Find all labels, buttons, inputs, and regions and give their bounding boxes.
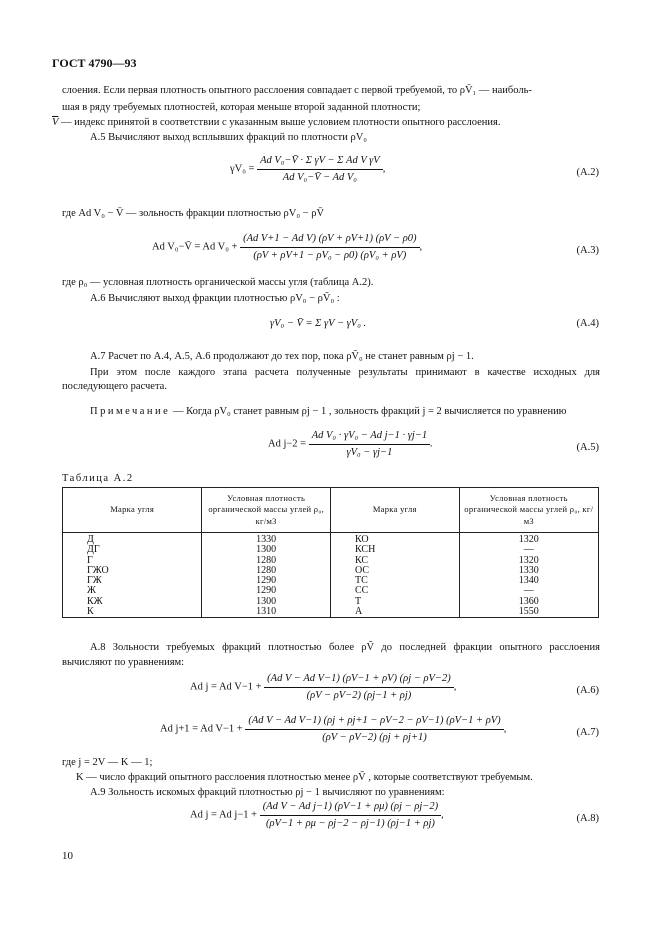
table-cell: СС: [330, 586, 459, 596]
equation-a5-label: (A.5): [576, 442, 599, 453]
table-cell: КС: [330, 556, 459, 566]
equation-a6-denominator: (ρV − ρV−2) (ρj−1 + ρj): [306, 689, 412, 701]
table-cell: 1550: [459, 607, 598, 618]
header-density-1: Условная плотность органической массы углей ρ₀, кг/м3: [202, 488, 331, 533]
table-cell: 1300: [202, 597, 331, 607]
equation-a6-label: (A.6): [576, 685, 599, 696]
table-cell: ОС: [330, 566, 459, 576]
table-cell: КЖ: [63, 597, 202, 607]
table-cell: ТС: [330, 576, 459, 586]
note-label: Примечание: [90, 406, 171, 417]
paragraph-density-series: шая в ряду требуемых плотностей, которая меньше второй заданной плотности;: [62, 102, 421, 113]
equation-a6: Ad j = Ad V−1 + $\frac{\text{(Ad V − Ad V−1) (ρV−1 + ρV) (ρj − ρV−2)}}{(\rho V - \rho V-2) (\rho j-1 + \rho j)}$ , (A.6): [190, 673, 599, 701]
equation-a8-denominator: (ρV−1 + ρμ − ρj−2 − ρj−1) (ρj−1 + ρj): [265, 817, 435, 829]
equation-a8-lhs: Ad j = Ad j−1 +: [190, 809, 258, 821]
table-row: [63, 533, 599, 546]
equation-a4-label: (A.4): [576, 318, 599, 329]
document-header: ГОСТ 4790—93: [52, 56, 137, 70]
clause-a7: А.7 Расчет по А.4, А.5, А.6 продолжают до тех пор, пока ρṼ₀ не станет равным ρj − 1.: [90, 351, 474, 362]
where-j-index: где j = 2V — K — 1;: [62, 757, 153, 768]
header-coal-grade-2: Марка угля: [330, 488, 459, 533]
equation-a6-lhs: Ad j = Ad V−1 +: [190, 681, 262, 693]
equation-a7-label: (A.7): [576, 727, 599, 738]
table-caption: Таблица А.2: [62, 473, 134, 484]
equation-a5: Ad j−2 = $\frac{\text{Ad V₀ · γV₀ − Ad j−1 · γj−1}}{\text{γV₀ − γj−1}}$ . (A.5): [268, 430, 599, 458]
table-cell: 1290: [202, 586, 331, 596]
table-cell: 1300: [202, 545, 331, 555]
where-ash-content: где Ad V₀ − V̄ — зольность фракции плотностью ρV₀ − ρV̄: [62, 208, 325, 219]
equation-a2: γV₀ = $\frac{\text{Ad V₀−V̄ · Σ γV − Σ Ad V γV}}{\text{Ad V₀−V̄ − Ad V₀}}$ , (A.2): [230, 155, 599, 183]
table-row: [63, 607, 599, 618]
table-cell: К: [63, 607, 202, 618]
equation-a7-denominator: (ρV − ρV−2) (ρj + ρj+1): [322, 731, 427, 743]
table-cell: 1320: [459, 556, 598, 566]
equation-a2-numerator: Ad V₀−V̄ · Σ γV − Σ Ad V γV: [257, 154, 383, 170]
table-cell: ГЖ: [63, 576, 202, 586]
table-cell: Д: [63, 533, 202, 546]
equation-a7: Ad j+1 = Ad V−1 + $\frac{\text{(Ad V − Ad V−1) (ρj + ρj+1 − ρV−2 − ρV−1) (ρV−1 + ρV)}}{(\rho V - \rho V-2) (\rho j + \rho j+1)}$ , (A.7): [160, 715, 599, 743]
table-cell: 1280: [202, 556, 331, 566]
header-coal-grade-1: Марка угля: [63, 488, 202, 533]
equation-a7-lhs: Ad j+1 = Ad V−1 +: [160, 723, 243, 735]
table-cell: КСН: [330, 545, 459, 555]
equation-a5-denominator: γV₀ − γj−1: [346, 446, 393, 458]
equation-a3-lhs: Ad V₀−V̄ = Ad V₀ +: [152, 241, 238, 253]
equation-a6-numerator: (Ad V − Ad V−1) (ρV−1 + ρV) (ρj − ρV−2): [264, 672, 454, 688]
header-density-2: Условная плотность органической массы углей ρ₀, кг/м3: [459, 488, 598, 533]
where-k-definition: K — число фракций опытного расслоения плотностью менее ρṼ , которые соответствуют требуемым.: [76, 772, 533, 783]
equation-a2-label: (A.2): [576, 167, 599, 178]
table-row: [63, 576, 599, 586]
note-text: — Когда ρV₀ станет равным ρj − 1 , зольность фракций j = 2 вычисляется по уравнению: [170, 406, 567, 417]
table-cell: 1290: [202, 576, 331, 586]
table-cell: 1280: [202, 566, 331, 576]
equation-a8-numerator: (Ad V − Ad j−1) (ρV−1 + ρμ) (ρj − ρj−2): [260, 800, 441, 816]
table-cell: А: [330, 607, 459, 618]
equation-a8-label: (A.8): [576, 813, 599, 824]
equation-a2-denominator: Ad V₀−V̄ − Ad V₀: [282, 171, 357, 183]
table-cell: 1340: [459, 576, 598, 586]
note-paragraph: [62, 405, 600, 419]
table-cell: Г: [63, 556, 202, 566]
table-cell: 1330: [202, 533, 331, 546]
table-cell: 1310: [202, 607, 331, 618]
equation-a7-numerator: (Ad V − Ad V−1) (ρj + ρj+1 − ρV−2 − ρV−1) (ρV−1 + ρV): [245, 714, 503, 730]
table-cell: —: [459, 586, 598, 596]
where-rho0: где ρ₀ — условная плотность органической массы угля (таблица А.2).: [62, 277, 374, 288]
clause-a8: А.8 Зольности требуемых фракций плотностью более ρṼ до последней фракции опытного расслоения вычисляют по уравнениям:: [62, 642, 600, 669]
coal-density-table: [62, 487, 599, 618]
equation-a3-denominator: (ρV + ρV+1 − ρV₀ − ρ0) (ρV₀ + ρV): [253, 249, 407, 261]
table-cell: ГЖО: [63, 566, 202, 576]
table-cell: ДГ: [63, 545, 202, 555]
equation-a2-lhs: γV₀ =: [230, 163, 255, 175]
clause-a5: А.5 Вычисляют выход всплывших фракций по плотности ρV₀: [90, 132, 367, 143]
page-number: 10: [62, 850, 73, 862]
table-cell: 1330: [459, 566, 598, 576]
clause-a7-followup: При этом после каждого этапа расчета полученные результаты принимают в качестве исходных для последующего расчета.: [62, 367, 600, 392]
equation-a5-lhs: Ad j−2 =: [268, 438, 307, 450]
equation-a8: Ad j = Ad j−1 + $\frac{\text{(Ad V − Ad j−1) (ρV−1 + ρμ) (ρj − ρj−2)}}{(\rho V-1 + \rho\mu - \rho j-2 - \rho j-1) (\rho j-1 + \rho j)}$ , (A.8): [190, 801, 599, 829]
equation-a3-numerator: (Ad V+1 − Ad V) (ρV + ρV+1) (ρV − ρ0): [240, 232, 419, 248]
clause-a6: А.6 Вычисляют выход фракции плотностью ρV₀ − ρṼ₀ :: [90, 293, 340, 304]
equation-a4: [0, 318, 661, 329]
equation-a5-numerator: Ad V₀ · γV₀ − Ad j−1 · γj−1: [309, 429, 430, 445]
table-cell: Т: [330, 597, 459, 607]
table-cell: КО: [330, 533, 459, 546]
equation-a4-expression: γV₀ − V̄ = Σ γV − γV₀ .: [270, 318, 367, 329]
paragraph-continuation: слоения. Если первая плотность опытного расслоения совпадает с первой требуемой, то ρV̄₁ — наиболь-: [62, 85, 532, 96]
table-cell: 1360: [459, 597, 598, 607]
equation-a3: Ad V₀−V̄ = Ad V₀ + $\frac{\text{(Ad V+1 − Ad V) (ρV + ρV+1) (ρV − ρ0)}}{\text{(ρV + ρV+1 − ρV₀ − ρ0) (ρV₀ + ρV)}}$ , (A.3): [152, 233, 599, 261]
v-bar-symbol: $\overline{V}$: [52, 117, 59, 128]
paragraph-index-definition: [52, 116, 590, 130]
table-cell: 1320: [459, 533, 598, 546]
equation-a3-label: (A.3): [576, 245, 599, 256]
table-cell: —: [459, 545, 598, 555]
table-cell: Ж: [63, 586, 202, 596]
index-definition-text: — индекс принятой в соответствии с указанным выше условием плотности опытного расслоения.: [58, 117, 501, 128]
clause-a9: А.9 Зольность искомых фракций плотностью ρj − 1 вычисляют по уравнениям:: [90, 787, 445, 798]
table-header-row: [63, 488, 599, 533]
